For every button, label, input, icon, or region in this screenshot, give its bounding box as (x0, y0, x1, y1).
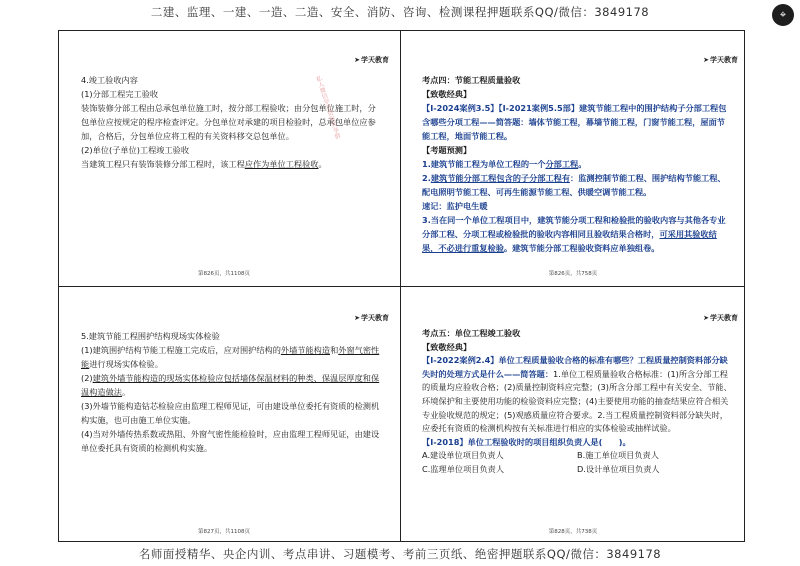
section-heading: 考点四：节能工程质量验收 (422, 75, 521, 85)
page-panel-bottom-right (408, 289, 738, 539)
mnemonic: 速记：监护电生暖 (422, 201, 488, 211)
tag-label: 【致敬经典】 (422, 341, 472, 352)
tag-label: 【致敬经典】 (422, 89, 472, 99)
section-heading: 考点五：单位工程竣工验收 (422, 328, 521, 338)
question: 【Ⅰ-2022案例2.4】单位工程质量验收合格的标准有哪些？工程质量控制资料部分缺失时的处理方式是什么——简答题：1.单位工程质量验收合格标准：(1)所含分部工程的质量均应验收合格；(2)质量控制资料应完整；(3)所含分部工程中有关安全、节能、环境保护和主要使用功能的检验资料应完整；(4)主要使用功能的抽查结果应符合相关专业验收规范的规定；(5)观感质量应符合要求。2.当工程质量控制资料部分缺失时，应委托有资质的检测机构按有关标准进行相应的实体检验或抽样试验。 (422, 355, 732, 434)
brand-logo: ➤ 学天教育 (703, 313, 738, 323)
paragraph: (2)建筑外墙节能构造的现场实体检验应包括墙体保温材料的种类、保温层厚度和保温构造做法。 (81, 373, 380, 397)
sub-heading: (2)单位(子单位)工程竣工验收 (81, 145, 190, 155)
section-heading: 5.建筑节能工程围护结构现场实体检验 (81, 331, 220, 341)
horizontal-divider (59, 286, 744, 287)
tag-label: 【考题预测】 (422, 145, 472, 155)
brand-logo: ➤ 学天教育 (354, 55, 389, 65)
brand-logo: ➤ 学天教育 (703, 55, 738, 65)
paragraph: (1)建筑围护结构节能工程施工完成后，应对围护结构的外墙节能构造和外窗气密性能进行现场实体检验。 (81, 345, 380, 369)
paragraph: 3.当在同一个单位工程项目中，建筑节能分项工程和检验批的验收内容与其他各专业分部工程、分项工程或检验批的验收内容相同且验收结果合格时，可采用其验收结果，不必进行重复检验。建筑节能分部工程验收资料应单独组卷。 (422, 215, 726, 253)
panel-content (81, 329, 383, 455)
paragraph: 2.建筑节能分部工程包含的子分部工程有：监测控制节能工程、围护结构节能工程、配电照明节能工程、可再生能源节能工程、供暖空调节能工程。 (422, 173, 726, 197)
page-number: 第828页，共738页 (548, 529, 598, 535)
paragraph: 1.建筑节能工程为单位工程的一个分部工程。 (422, 159, 587, 169)
paragraph: (3)外墙节能构造钻芯检验应由监理工程师见证，可由建设单位委托有资质的检测机构实施，也可由施工单位实施。 (81, 401, 380, 425)
option-a: A.建设单位项目负责人 (422, 450, 504, 461)
header-banner: 二建、监理、一建、一造、二造、安全、消防、咨询、检测课程押题联系QQ/微信：3849178 (150, 5, 650, 19)
paragraph: (4)当对外墙传热系数或热阻、外窗气密性能检验时，应由监理工程师见证，由建设单位委托具有资质的检测机构实施。 (81, 429, 380, 453)
brand-logo: ➤ 学天教育 (354, 313, 389, 323)
option-d: D.设计单位项目负责人 (577, 463, 660, 474)
page-panel-top-right (408, 31, 738, 281)
page-number: 第827页，共1108页 (198, 529, 250, 535)
option-b: B.施工单位项目负责人 (577, 450, 659, 461)
section-heading: 4.竣工验收内容 (81, 75, 138, 85)
option-c: C.监理单位项目负责人 (422, 463, 505, 474)
four-page-grid (58, 30, 745, 542)
panel-content (422, 327, 732, 477)
sub-heading: (1)分部工程完工验收 (81, 89, 159, 99)
options-row (422, 449, 732, 463)
question: 【Ⅰ-2024案例3.5】【Ⅰ-2021案例5.5部】建筑节能工程中的围护结构子分部工程包含哪些分项工程——简答题：墙体节能工程，幕墙节能工程，门窗节能工程，屋面节能工程，地面节能工程。 (422, 103, 727, 141)
scan-icon[interactable]: ⌖ (772, 4, 794, 26)
page-number: 第826页，共1108页 (198, 271, 250, 277)
page-panel-top-left (59, 31, 389, 281)
paragraph: 装饰装修分部工程由总承包单位施工时，按分部工程验收；由分包单位施工时，分包单位应按规定的程序检查评定。分包单位对承建的项目检验时，总承包单位应参加，合格后，分包单位应将工程的有关资料移交总包单位。 (81, 103, 376, 141)
page-panel-bottom-left (59, 289, 389, 539)
footer-banner: 名师面授精华、央企内训、考点串讲、习题模考、考前三页纸、绝密押题联系QQ/微信：3849178 (138, 547, 662, 561)
options-row (422, 463, 732, 477)
paragraph: 当建筑工程只有装饰装修分部工程时，该工程应作为单位工程验收。 (81, 159, 327, 169)
watermark: 私人微信学习资料共享群 (313, 75, 341, 141)
question: 【Ⅰ-2018】单位工程验收时的项目组织负责人是( )。 (422, 436, 631, 447)
panel-content (81, 73, 383, 171)
page-number: 第826页，共758页 (548, 271, 598, 277)
panel-content (422, 73, 732, 255)
